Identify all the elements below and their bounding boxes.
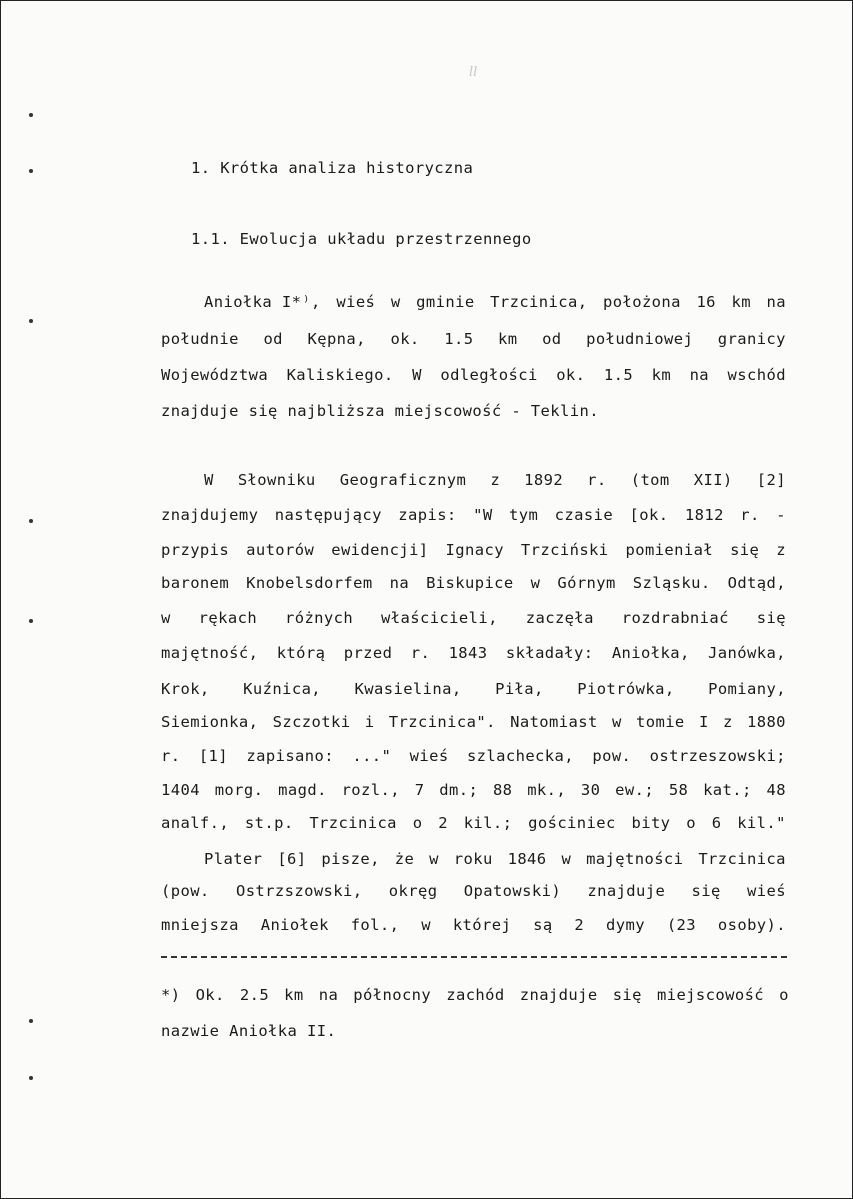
- word: Trzcinica: [309, 814, 397, 832]
- word: Piła,: [495, 680, 544, 698]
- word: (pow.: [161, 882, 210, 900]
- word: r.: [410, 644, 431, 662]
- word: dm.;: [439, 781, 479, 799]
- word: 1812: [684, 506, 724, 524]
- word: z: [722, 713, 733, 731]
- word: W: [412, 366, 422, 384]
- word: zapisano:: [246, 747, 334, 765]
- word: wieś: [336, 293, 376, 311]
- word: ok.: [390, 330, 420, 348]
- word: Pomiany,: [708, 680, 786, 698]
- faint-margin-note: ll: [469, 65, 478, 80]
- word: pisze,: [321, 850, 380, 868]
- word: o: [686, 814, 696, 832]
- word: Aniołek: [260, 916, 329, 934]
- word: gminie: [416, 293, 475, 311]
- word: w: [429, 850, 439, 868]
- word: właścicieli,: [381, 609, 498, 627]
- word: "W: [473, 506, 493, 524]
- text-line: [161, 506, 786, 524]
- word: dymy: [606, 916, 645, 934]
- word: w: [161, 609, 171, 627]
- word: pomieniał: [625, 541, 714, 559]
- word: [1]: [198, 747, 229, 765]
- word: Trzcinica".: [388, 713, 496, 731]
- text-line: [204, 850, 786, 868]
- word: Szczotki: [272, 713, 351, 731]
- word: Biskupice: [426, 574, 514, 592]
- word: rozdrabniać: [621, 609, 729, 627]
- word: XII): [693, 471, 733, 489]
- word: bity: [631, 814, 671, 832]
- word: 58: [668, 781, 689, 799]
- word: 1892: [524, 471, 564, 489]
- text-line: [161, 781, 786, 799]
- word: szlachecka,: [466, 747, 574, 765]
- word: 2.5: [239, 986, 270, 1004]
- word: Trzcinica,: [490, 293, 588, 311]
- text-line: [161, 814, 786, 832]
- word: mk.,: [527, 781, 567, 799]
- word: okręg: [388, 882, 438, 900]
- word: Aniołka,: [611, 644, 690, 662]
- word: kat.;: [703, 781, 752, 799]
- word: czasie: [554, 506, 614, 524]
- word: (23: [666, 916, 697, 934]
- word: 1846: [507, 850, 547, 868]
- word: 16: [696, 293, 716, 311]
- word: południe: [161, 330, 239, 348]
- margin-dot: [29, 619, 33, 623]
- word: się: [730, 541, 760, 559]
- word: wieś: [747, 882, 786, 900]
- word: na: [389, 574, 410, 592]
- word: zachód: [446, 986, 505, 1004]
- word: Odtąd,: [727, 574, 786, 592]
- word: Ok.: [195, 986, 225, 1004]
- word: km: [651, 366, 672, 384]
- word: zapis:: [398, 506, 457, 524]
- word: Trzcinica: [698, 850, 786, 868]
- word: się: [612, 986, 642, 1004]
- text-line: znajduje się najbliższa miejscowość - Teklin.: [161, 402, 599, 420]
- word: Trzciński: [520, 541, 609, 559]
- word: morg.: [214, 781, 264, 799]
- text-line: [161, 609, 786, 627]
- word: wschód: [727, 366, 786, 384]
- word: km: [284, 986, 304, 1004]
- word: Ignacy: [445, 541, 504, 559]
- text-line: [161, 574, 786, 592]
- word: Kwasielina,: [354, 680, 462, 698]
- word: [ok.: [629, 506, 669, 524]
- word: tomie: [636, 713, 685, 731]
- word: z: [776, 541, 786, 559]
- margin-dot: [29, 1076, 33, 1080]
- word: ostrzeszowski;: [649, 747, 786, 765]
- word: na: [766, 293, 786, 311]
- text-line: [161, 713, 786, 731]
- word: 1.5: [603, 366, 634, 384]
- text-line: [204, 293, 786, 311]
- word: (tom: [630, 471, 670, 489]
- word: -: [776, 506, 786, 524]
- word: przypis: [161, 541, 230, 559]
- word: majętność,: [161, 644, 259, 662]
- word: 1880: [746, 713, 786, 731]
- word: Kępna,: [307, 330, 366, 348]
- word: Kuźnica,: [243, 680, 322, 698]
- word: 1404: [161, 781, 200, 799]
- word: 7: [414, 781, 425, 799]
- word: Janówka,: [708, 644, 786, 662]
- word: Aniołka I*⁾,: [204, 293, 321, 311]
- word: w: [421, 916, 431, 934]
- word: w: [611, 713, 622, 731]
- word: st.p.: [244, 814, 294, 832]
- word: Górnym: [557, 574, 616, 592]
- word: położona: [603, 293, 681, 311]
- word: Krok,: [161, 680, 210, 698]
- word: następujący: [274, 506, 382, 524]
- text-line: [161, 680, 786, 698]
- word: roku: [453, 850, 493, 868]
- word: przed: [343, 644, 393, 662]
- word: w: [390, 293, 401, 311]
- text-line: [161, 747, 786, 765]
- word: którą: [276, 644, 326, 662]
- margin-dot: [29, 1019, 33, 1023]
- word: Opatowski): [463, 882, 562, 900]
- word: zaczęła: [525, 609, 594, 627]
- word: Knobelsdorfem: [246, 574, 373, 592]
- text-line: [161, 541, 786, 559]
- word: I: [698, 713, 709, 731]
- word: na: [318, 986, 339, 1004]
- word: z: [490, 471, 501, 489]
- word: baronem: [161, 574, 230, 592]
- footnote-line: [161, 986, 789, 1004]
- word: Piotrówka,: [577, 680, 675, 698]
- word: południowej: [586, 330, 694, 348]
- word: majętności: [586, 850, 684, 868]
- word: ...": [352, 747, 392, 765]
- word: 48: [766, 781, 786, 799]
- word: 6: [711, 814, 722, 832]
- word: w: [561, 850, 572, 868]
- word: W: [204, 471, 214, 489]
- word: km: [498, 330, 518, 348]
- word: osoby).: [717, 916, 786, 934]
- word: znajdujemy: [161, 506, 259, 524]
- word: *): [161, 986, 181, 1004]
- word: r.: [161, 747, 181, 765]
- word: km: [731, 293, 751, 311]
- word: znajduje: [519, 986, 598, 1004]
- word: mniejsza: [161, 916, 239, 934]
- text-line: [161, 882, 786, 900]
- footnote-separator: [161, 956, 787, 958]
- word: odległości: [440, 366, 538, 384]
- word: się: [691, 882, 721, 900]
- word: rozl.,: [341, 781, 400, 799]
- word: kil.;: [463, 814, 513, 832]
- word: gościniec: [528, 814, 616, 832]
- word: fol.,: [350, 916, 400, 934]
- word: kil.": [737, 814, 786, 832]
- word: ewidencji]: [331, 541, 429, 559]
- word: miejscowość: [656, 986, 765, 1004]
- text-line: [161, 644, 786, 662]
- word: Szląsku.: [632, 574, 711, 592]
- word: 2: [574, 916, 585, 934]
- word: [2]: [756, 471, 786, 489]
- word: różnych: [284, 609, 354, 627]
- word: od: [263, 330, 283, 348]
- word: że: [394, 850, 415, 868]
- word: na: [689, 366, 710, 384]
- word: Plater: [204, 850, 263, 868]
- word: północny: [353, 986, 432, 1004]
- word: rękach: [198, 609, 258, 627]
- word: się: [756, 609, 786, 627]
- word: Geograficznym: [339, 471, 467, 489]
- word: 1.5: [444, 330, 474, 348]
- word: 1843: [448, 644, 488, 662]
- subsection-heading: 1.1. Ewolucja układu przestrzennego: [191, 230, 532, 248]
- word: i: [364, 713, 375, 731]
- word: wieś: [409, 747, 449, 765]
- word: granicy: [717, 330, 786, 348]
- section-heading: 1. Krótka analiza historyczna: [191, 159, 474, 177]
- word: ew.;: [615, 781, 655, 799]
- word: ok.: [556, 366, 586, 384]
- text-line: [161, 916, 786, 934]
- word: o: [779, 986, 789, 1004]
- word: pow.: [592, 747, 632, 765]
- word: 30: [580, 781, 601, 799]
- word: 2: [438, 814, 448, 832]
- word: Słowniku: [237, 471, 316, 489]
- text-line: [161, 366, 786, 384]
- margin-dot: [29, 169, 33, 173]
- text-line: [161, 330, 786, 348]
- word: Województwa: [161, 366, 269, 384]
- word: Kaliskiego.: [286, 366, 394, 384]
- word: od: [542, 330, 562, 348]
- word: [6]: [277, 850, 307, 868]
- word: autorów: [246, 541, 315, 559]
- margin-dot: [29, 113, 33, 117]
- word: są: [533, 916, 553, 934]
- margin-dot: [29, 319, 33, 323]
- word: w: [530, 574, 541, 592]
- word: znajduje: [587, 882, 666, 900]
- text-line: [204, 471, 786, 489]
- margin-dot: [29, 519, 33, 523]
- word: 88: [492, 781, 513, 799]
- word: magd.: [278, 781, 327, 799]
- footnote-line: nazwie Aniołka II.: [161, 1022, 337, 1040]
- word: Natomiast: [510, 713, 598, 731]
- word: analf.,: [161, 814, 230, 832]
- word: r.: [740, 506, 760, 524]
- word: której: [452, 916, 512, 934]
- word: Siemionka,: [161, 713, 259, 731]
- word: tym: [509, 506, 539, 524]
- word: o: [412, 814, 423, 832]
- word: składały:: [505, 644, 594, 662]
- word: r.: [587, 471, 607, 489]
- word: Ostrzszowski,: [235, 882, 363, 900]
